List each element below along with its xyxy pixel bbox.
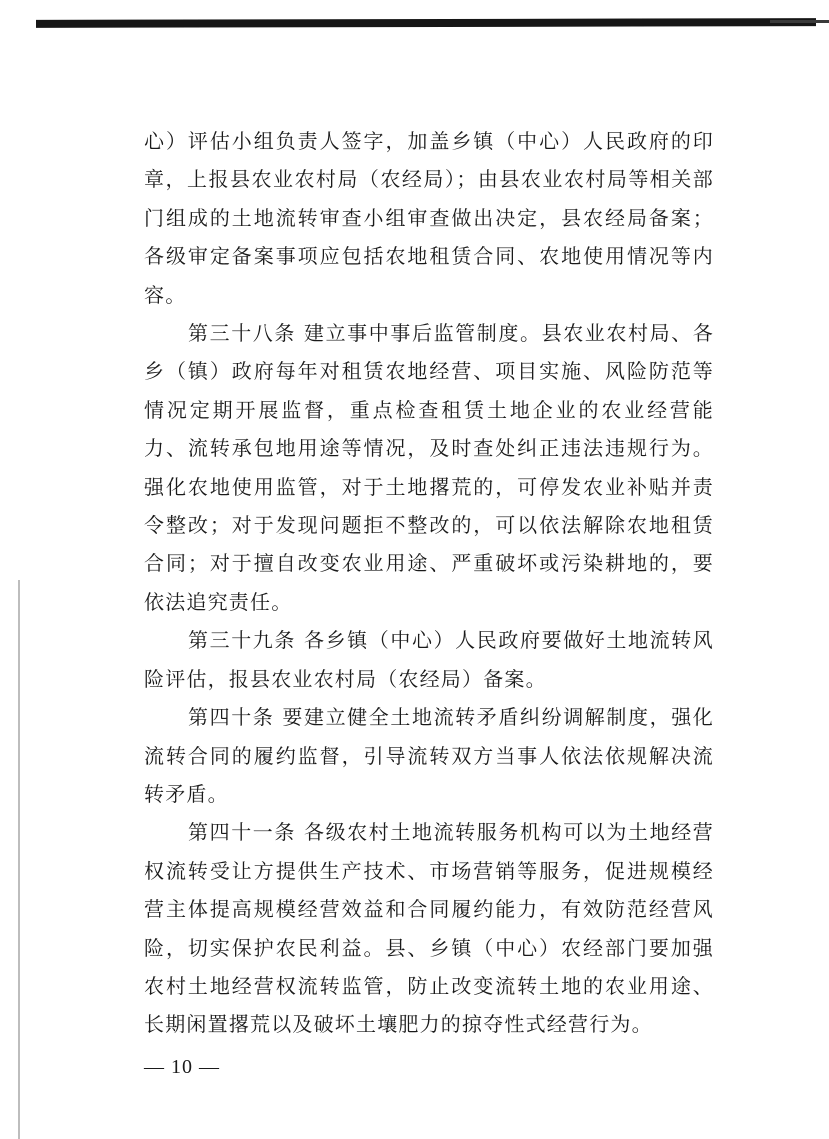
document-body — [144, 122, 714, 1044]
paragraph-continued: 心）评估小组负责人签字，加盖乡镇（中心）人民政府的印章，上报县农业农村局（农经局）；由县农业农村局等相关部门组成的土地流转审查小组审查做出决定，县农经局备案；各级审定备案事项应包括农地租赁合同、农地使用情况等内容。 — [144, 129, 714, 307]
paragraph-article-38: 第三十八条 建立事中事后监管制度。县农业农村局、各乡（镇）政府每年对租赁农地经营、项目实施、风险防范等情况定期开展监督，重点检查租赁土地企业的农业经营能力、流转承包地用途等情况，及时查处纠正违法违规行为。强化农地使用监管，对于土地撂荒的，可停发农业补贴并责令整改；对于发现问题拒不整改的，可以依法解除农地租赁合同；对于擅自改变农业用途、严重破坏或污染耕地的，要依法追究责任。 — [144, 321, 714, 614]
paragraph-article-41: 第四十一条 各级农村土地流转服务机构可以为土地经营权流转受让方提供生产技术、市场营销等服务，促进规模经营主体提高规模经营效益和合同履约能力，有效防范经营风险，切实保护农民利益。县、乡镇（中心）农经部门要加强农村土地经营权流转监管，防止改变流转土地的农业用途、长期闲置撂荒以及破坏土壤肥力的掠夺性式经营行为。 — [144, 820, 714, 1037]
header-rule — [36, 18, 816, 28]
paragraph-article-39: 第三十九条 各乡镇（中心）人民政府要做好土地流转风险评估，报县农业农村局（农经局）备案。 — [144, 628, 714, 691]
paragraph-article-40: 第四十条 要建立健全土地流转矛盾纠纷调解制度，强化流转合同的履约监督，引导流转双方当事人依法依规解决流转矛盾。 — [144, 705, 714, 806]
header-rule-tail — [770, 20, 829, 23]
scan-edge — [18, 580, 20, 1139]
page-number: — 10 — — [144, 1056, 220, 1078]
